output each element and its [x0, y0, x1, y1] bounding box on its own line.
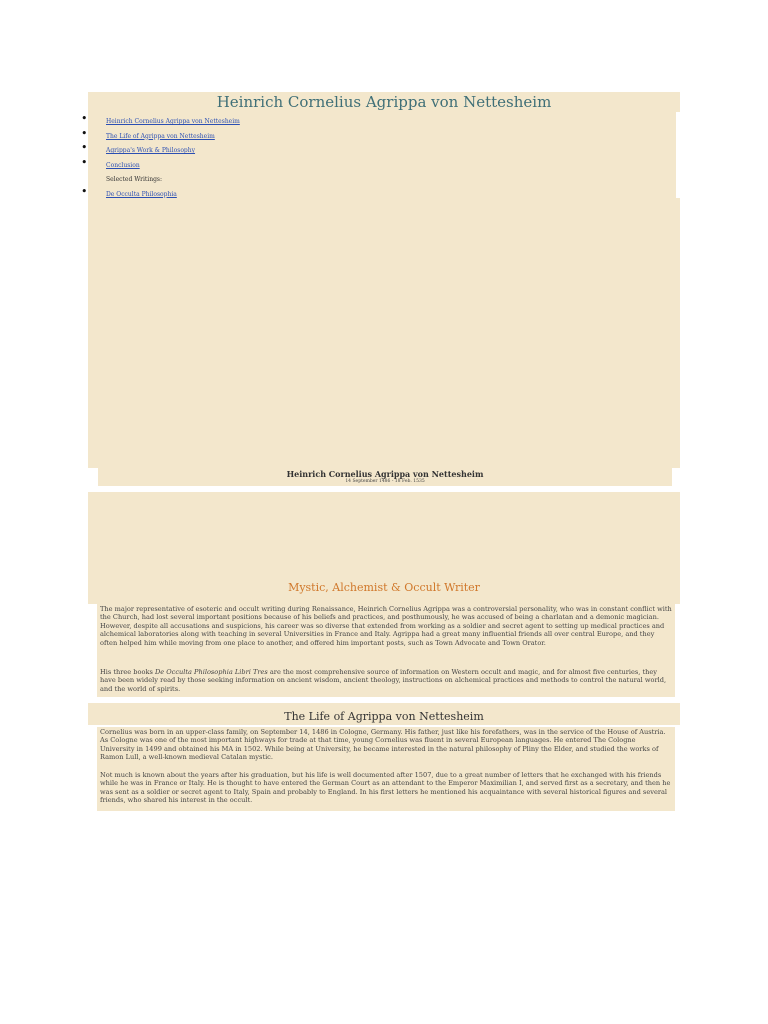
toc-link-life[interactable]: The Life of Agrippa von Nettesheim: [106, 132, 215, 140]
toc-item: [0, 174, 400, 189]
mystic-heading: Mystic, Alchemist & Occult Writer: [288, 581, 480, 594]
mystic-p2-after: are the most comprehensive source of information on Western occult and magic, and for almost five centuries, they have been widely read by those seeking information on ancient wisdom, ancient theology, instructions on alchemical practices and methods to control the natural world, and the world of spirits.: [100, 668, 667, 693]
table-of-contents: [0, 116, 400, 203]
mystic-paragraph-1: The major representative of esoteric and occult writing during Renaissance, Heinrich Cornelius Agrippa was a controversial personality, who was in constant conflict with the Church, had lost several important positions because of his beliefs and practices, and posthumously, he was accused of being a charlatan and a demonic magician. However, despite all accusations and suspicions, his career was so diverse that extended from working as a soldier and secret agent to setting up medical practices and alchemical laboratories along with teaching in several Universities in France and Italy. Agrippa had a great many influential friends all over central Europe, and they often helped him while moving from one place to another, and offered him important posts, such as Town Advocate and Town Orator.: [100, 605, 672, 647]
toc-item: [0, 145, 400, 160]
life-paragraph-1: Cornelius was born in an upper-class family, on September 14, 1486 in Cologne, Germany. His father, just like his forefathers, was in the service of the House of Austria. As Cologne was one of the most important highways for trade at that time, young Cornelius was fluent in several European languages. He entered The Cologne University in 1499 and obtained his MA in 1502. While being at University, he became interested in the natural philosophy of Pliny the Elder, and studied the works of Ramon Lull, a well-known medieval Catalan mystic.: [100, 728, 666, 762]
page-title: Heinrich Cornelius Agrippa von Nettesheim: [216, 93, 552, 111]
toc-link-conclusion[interactable]: Conclusion: [106, 161, 140, 169]
mystic-paragraph-2: [100, 668, 672, 693]
toc-link-de-occulta[interactable]: De Occulta Philosophia: [106, 190, 177, 198]
toc-item: [0, 116, 400, 131]
toc-link-work[interactable]: Agrippa's Work & Philosophy: [106, 147, 196, 154]
toc-item: [0, 131, 400, 146]
toc-label-selected-writings: Selected Writings:: [106, 176, 163, 183]
life-paragraph-2: Not much is known about the years after his graduation, but his life is well documented after 1507, due to a great number of letters that he exchanged with his friends while he was in France or Italy. He is thought to have entered the German Court as an attendant to the Emperor Maximilian I, and served first as a secretary, and then he was sent as a soldier or secret agent to Italy, Spain and probably to England. In his first letters he mentioned his acquaintance with several historical figures and several friends, who shared his interest in the occult.: [100, 771, 671, 805]
portrait-caption-dates: 14 September 1486 - 18 Feb. 1535: [345, 479, 425, 484]
mystic-p2-before: His three books: [100, 668, 155, 676]
toc-item: [0, 160, 400, 175]
book-title: De Occulta Philosophia Libri Tres: [154, 668, 268, 676]
portrait-caption-name: Heinrich Cornelius Agrippa von Nettesheim: [286, 469, 484, 479]
life-heading: The Life of Agrippa von Nettesheim: [284, 710, 484, 723]
toc-link-agrippa[interactable]: Heinrich Cornelius Agrippa von Nettesheim: [106, 118, 240, 125]
toc-item: [0, 189, 400, 204]
portrait-area: [88, 198, 680, 468]
